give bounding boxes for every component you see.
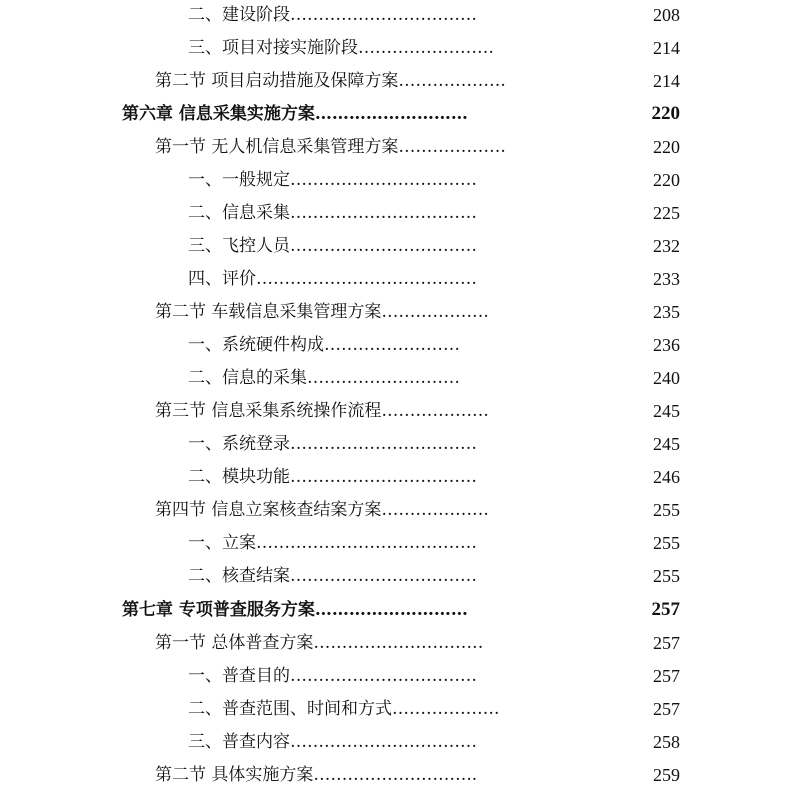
toc-entry [0,562,800,590]
toc-entry-page: 220 [653,137,680,157]
toc-entry-title: 一、系统登录…………………………… [188,434,477,454]
toc-entry-page: 220 [651,103,680,124]
toc-entry-title: 第二节 具体实施方案……………………….. [155,765,478,785]
toc-entry [0,298,800,326]
toc-entry-page: 258 [653,732,680,752]
toc-entry-page: 257 [653,699,680,719]
toc-entry-page: 255 [653,500,680,520]
toc-entry [0,331,800,359]
toc-entry-title: 第四节 信息立案核查结案方案………………. [155,500,489,520]
toc-entry [0,529,800,557]
toc-entry-title: 二、信息采集…………………………… [188,203,477,223]
toc-entry-title: 第一节 总体普查方案………………………… [155,633,484,653]
toc-entry-page: 236 [653,335,680,355]
toc-chapter-entry [0,100,800,128]
toc-entry-page: 225 [653,203,680,223]
toc-entry-page: 214 [653,71,680,91]
toc-entry [0,463,800,491]
toc-entry-page: 245 [653,401,680,421]
toc-entry [0,496,800,524]
toc-entry-title: 三、项目对接实施阶段…………………… [188,38,494,58]
toc-entry-title: 二、核查结案…………………………… [188,566,477,586]
toc-entry [0,430,800,458]
toc-entry-title: 二、信息的采集……………………… [188,368,460,388]
toc-entry [0,728,800,756]
toc-entry [0,1,800,29]
toc-entry [0,397,800,425]
toc-entry [0,133,800,161]
toc-entry-page: 245 [653,434,680,454]
toc-entry [0,34,800,62]
toc-entry-page: 257 [651,599,680,620]
toc-entry-page: 259 [653,765,680,785]
toc-entry-title: 二、模块功能…………………………… [188,467,477,487]
toc-entry-title: 第六章 信息采集实施方案……………………… [122,104,468,124]
toc-entry-title: 第三节 信息采集系统操作流程………………. [155,401,489,421]
toc-entry [0,695,800,723]
toc-entry [0,232,800,260]
toc-entry-page: 220 [653,170,680,190]
toc-entry [0,199,800,227]
toc-entry-title: 第二节 项目启动措施及保障方案………………. [155,71,506,91]
toc-entry [0,662,800,690]
toc-entry-page: 235 [653,302,680,322]
toc-entry [0,761,800,789]
toc-entry-title: 第七章 专项普查服务方案……………………… [122,600,468,620]
toc-entry-page: 240 [653,368,680,388]
toc-entry-page: 232 [653,236,680,256]
toc-entry-title: 三、普查内容…………………………… [188,732,477,752]
toc-entry-title: 三、飞控人员…………………………… [188,236,477,256]
toc-entry-title: 一、普查目的…………………………… [188,666,477,686]
toc-entry-title: 一、系统硬件构成…………………… [188,335,460,355]
toc-entry [0,265,800,293]
toc-entry-title: 一、一般规定…………………………… [188,170,477,190]
toc-entry-title: 一、立案………………………………… [188,533,477,553]
toc-chapter-entry [0,596,800,624]
toc-entry-title: 第一节 无人机信息采集管理方案………………. [155,137,506,157]
toc-entry-page: 255 [653,566,680,586]
toc-entry [0,67,800,95]
toc-entry-title: 四、评价………………………………… [188,269,477,289]
toc-entry [0,364,800,392]
toc-entry-page: 255 [653,533,680,553]
toc-entry-page: 246 [653,467,680,487]
toc-entry-page: 208 [653,5,680,25]
toc-entry-page: 214 [653,38,680,58]
toc-entry [0,166,800,194]
toc-entry-title: 二、建设阶段…………………………… [188,5,477,25]
toc-entry-page: 233 [653,269,680,289]
toc-entry-title: 第二节 车载信息采集管理方案………………. [155,302,489,322]
toc-entry-page: 257 [653,666,680,686]
toc-entry [0,629,800,657]
toc-entry-page: 257 [653,633,680,653]
toc-entry-title: 二、普查范围、时间和方式………………. [188,699,500,719]
